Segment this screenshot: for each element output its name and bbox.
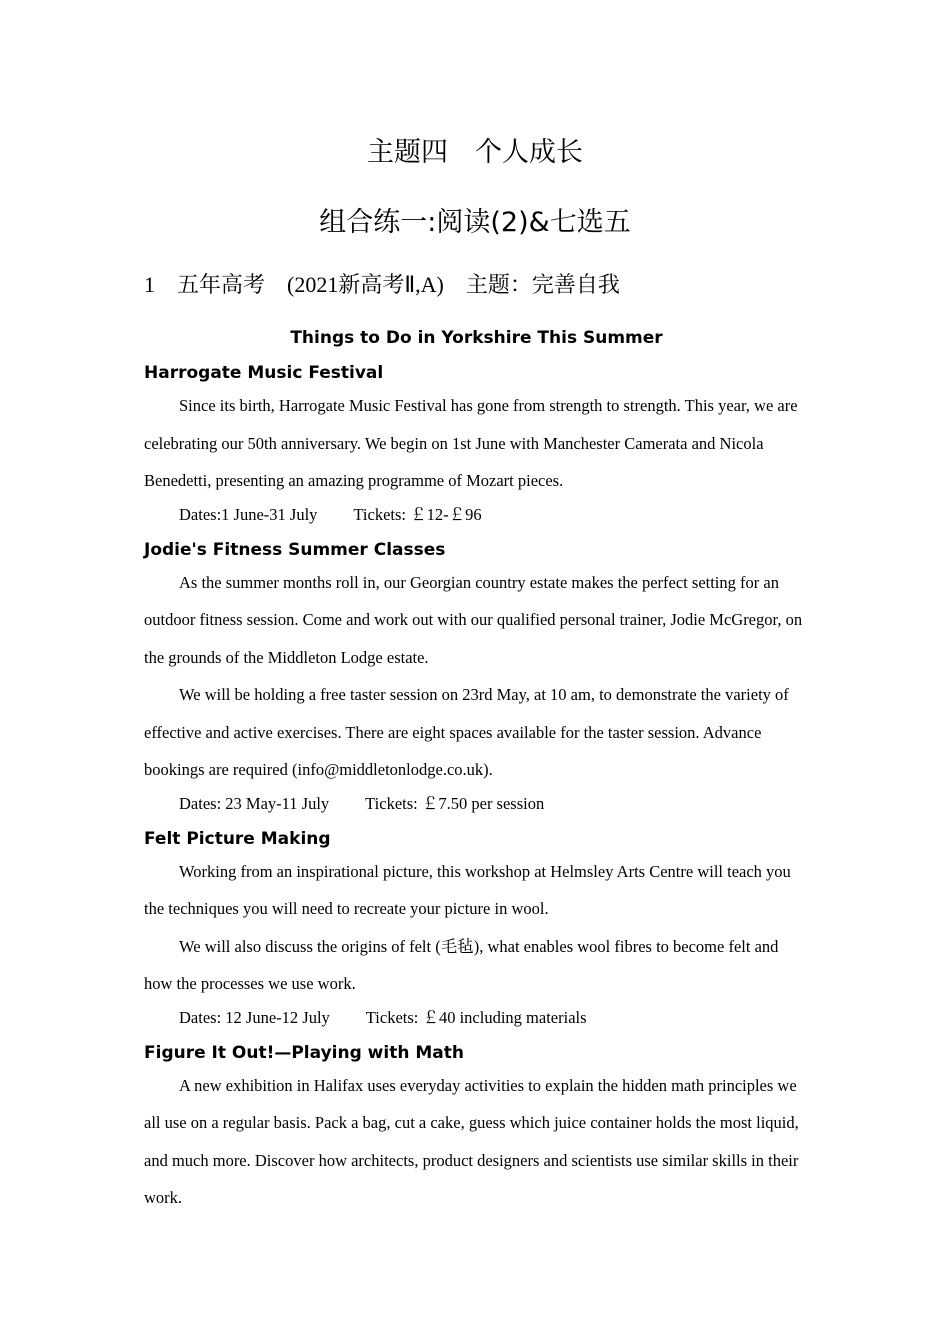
item-tickets: Tickets: ￡12-￡96 bbox=[353, 504, 482, 524]
item-paragraph: We will also discuss the origins of felt (毛毡), what enables wool fibres to become felt and how the processes we use work. bbox=[144, 936, 779, 993]
reading-passage bbox=[144, 326, 809, 1217]
section-source: (2021新高考Ⅱ,A) bbox=[287, 272, 444, 297]
item-heading: Felt Picture Making bbox=[144, 828, 331, 849]
section-header bbox=[144, 268, 620, 299]
document-title: 主题四 个人成长 bbox=[367, 137, 583, 168]
item-heading: Figure It Out!—Playing with Math bbox=[144, 1042, 464, 1063]
item-meta bbox=[179, 792, 809, 816]
document-subtitle: 组合练一:阅读(2)&七选五 bbox=[319, 207, 631, 238]
item-heading: Jodie's Fitness Summer Classes bbox=[144, 539, 446, 560]
item-meta bbox=[179, 1006, 809, 1030]
passage-item-fitness-classes bbox=[144, 538, 809, 816]
item-tickets: Tickets: ￡40 including materials bbox=[365, 1007, 587, 1027]
item-paragraph: We will be holding a free taster session on 23rd May, at 10 am, to demonstrate the variety of effective and active exercises. There are eight spaces available for the taster session. Advance bookings are required (info@middletonlodge.co.uk). bbox=[144, 685, 789, 779]
item-paragraph: Working from an inspirational picture, this workshop at Helmsley Arts Centre will teach you the techniques you will need to recreate your picture in wool. bbox=[144, 861, 791, 918]
item-meta bbox=[179, 503, 809, 527]
item-tickets: Tickets: ￡7.50 per session bbox=[365, 793, 545, 813]
item-dates: Dates:1 June-31 July bbox=[179, 504, 318, 524]
item-dates: Dates: 23 May-11 July bbox=[179, 793, 330, 813]
passage-title: Things to Do in Yorkshire This Summer bbox=[290, 328, 663, 348]
section-label: 五年高考 bbox=[177, 273, 266, 298]
section-number: 1 bbox=[144, 272, 155, 297]
item-paragraph: Since its birth, Harrogate Music Festival has gone from strength to strength. This year, we are celebrating our 50th anniversary. We begin on 1st June with Manchester Camerata and Nicola Benedetti, presenting an amazing programme of Mozart pieces. bbox=[144, 396, 798, 490]
item-heading: Harrogate Music Festival bbox=[144, 363, 384, 383]
item-dates: Dates: 12 June-12 July bbox=[179, 1007, 330, 1027]
passage-item-math-exhibition bbox=[144, 1041, 809, 1217]
item-paragraph: As the summer months roll in, our Georgian country estate makes the perfect setting for an outdoor fitness session. Come and work out with our qualified personal trainer, Jodie McGregor, on the grounds of the Middleton Lodge estate. bbox=[144, 572, 803, 667]
section-theme: 主题：完善自我 bbox=[465, 273, 620, 298]
passage-item-felt-picture bbox=[144, 827, 809, 1030]
item-paragraph: A new exhibition in Halifax uses everyday activities to explain the hidden math principles we all use on a regular basis. Pack a bag, cut a cake, guess which juice container holds the most liquid, and much more. Discover how architects, product designers and scientists use similar skills in their work. bbox=[144, 1075, 799, 1207]
passage-item-music-festival bbox=[144, 361, 809, 527]
